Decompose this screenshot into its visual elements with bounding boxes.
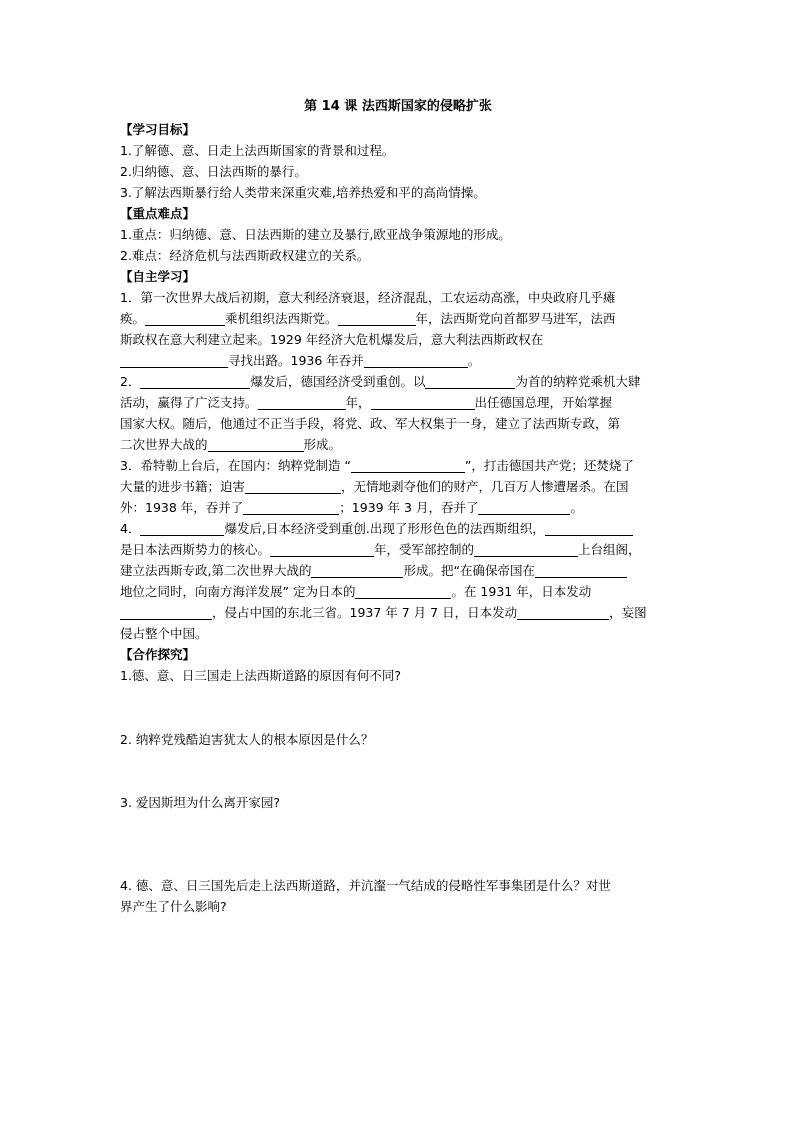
section-coop-heading: 【合作探究】 <box>120 647 196 662</box>
fill-blank[interactable] <box>140 521 224 536</box>
coop-question-3: 3. 爱因斯坦为什么离开家园? <box>120 795 281 810</box>
self-study-q1-line4: 寻找出路。1936 年吞并 。 <box>120 350 676 371</box>
fill-blank[interactable] <box>425 374 515 389</box>
self-study-q3-line3: 外：1938 年，吞并了 ；1939 年 3 月，吞并了 。 <box>120 500 583 515</box>
fill-blank[interactable] <box>478 500 570 515</box>
self-study-q4-line2: 是日本法西斯势力的核心。 年，受军部控制的 上台组阁， <box>120 542 641 557</box>
fill-blank[interactable] <box>364 353 468 368</box>
fill-blank[interactable] <box>120 353 228 368</box>
goal-item: 2.归纳德、意、日法西斯的暴行。 <box>120 164 307 179</box>
answer-space[interactable] <box>120 813 676 875</box>
coop-question-1: 1.德、意、日三国走上法西斯道路的原因有何不同? <box>120 668 402 683</box>
fill-blank[interactable] <box>120 605 212 620</box>
goal-item: 1.了解德、意、日走上法西斯国家的背景和过程。 <box>120 143 395 158</box>
self-study-q4-line3: 建立法西斯专政,第二次世界大战的 形成。把“在确保帝国在 <box>120 560 676 581</box>
answer-space[interactable] <box>120 750 676 792</box>
fill-blank[interactable] <box>311 563 403 578</box>
self-study-q1-line1: 1．第一次世界大战后初期，意大利经济衰退，经济混乱，工农运动高涨，中央政府几乎瘫 <box>120 290 616 305</box>
coop-question-4-line1: 4. 德、意、日三国先后走上法西斯道路，并沆瀣一气结成的侵略性军事集团是什么？对世 <box>120 878 611 893</box>
key-item: 1.重点：归纳德、意、日法西斯的建立及暴行,欧亚战争策源地的形成。 <box>120 227 511 242</box>
fill-blank[interactable] <box>371 395 475 410</box>
self-study-q4-line6: 侵占整个中国。 <box>120 626 208 641</box>
fill-blank[interactable] <box>355 584 451 599</box>
worksheet <box>120 97 676 917</box>
self-study-q4-line5: ，侵占中国的东北三省。1937 年 7 月 7 日，日本发动 ，妄图 <box>120 602 676 623</box>
lesson-title: 第 14 课 法西斯国家的侵略扩张 <box>304 99 492 114</box>
fill-blank[interactable] <box>208 437 304 452</box>
self-study-q2-line2: 活动，赢得了广泛支持。 年， 出任德国总理，开始掌握 <box>120 395 613 410</box>
coop-question-4-line2: 界产生了什么影响? <box>120 899 227 914</box>
fill-blank[interactable] <box>243 500 339 515</box>
self-study-q1-line3: 斯政权在意大利建立起来。1929 年经济大危机爆发后，意大利法西斯政权在 <box>120 332 544 347</box>
answer-space[interactable] <box>120 686 676 729</box>
coop-question-2: 2. 纳粹党残酷迫害犹太人的根本原因是什么？ <box>120 732 374 747</box>
self-study-q3-line2: 大量的进步书籍；迫害 ，无情地剥夺他们的财产，几百万人惨遭屠杀。在国 <box>120 479 629 494</box>
fill-blank[interactable] <box>474 542 578 557</box>
self-study-q2-line4: 二次世界大战的 形成。 <box>120 437 342 452</box>
fill-blank[interactable] <box>140 374 250 389</box>
fill-blank[interactable] <box>245 479 341 494</box>
self-study-q2-line1: 2． 爆发后，德国经济受到重创。以 为首的纳粹党乘机大肆 <box>120 374 641 389</box>
fill-blank[interactable] <box>145 311 225 326</box>
fill-blank[interactable] <box>270 542 374 557</box>
section-self-study-heading: 【自主学习】 <box>120 269 196 284</box>
section-goals-heading: 【学习目标】 <box>120 122 196 137</box>
key-item: 2.难点：经济危机与法西斯政权建立的关系。 <box>120 248 370 263</box>
fill-blank[interactable] <box>535 563 627 578</box>
self-study-q4-line4: 地位之同时，向南方海洋发展” 定为日本的 。在 1931 年，日本发动 <box>120 584 592 599</box>
fill-blank[interactable] <box>351 458 465 473</box>
fill-blank[interactable] <box>517 605 609 620</box>
fill-blank[interactable] <box>545 521 633 536</box>
fill-blank[interactable] <box>258 395 346 410</box>
section-key-heading: 【重点难点】 <box>120 206 196 221</box>
self-study-q3-line1: 3．希特勒上台后，在国内：纳粹党制造 “ ”，打击德国共产党；还焚烧了 <box>120 458 634 473</box>
fill-blank[interactable] <box>338 311 416 326</box>
self-study-q2-line3: 国家大权。随后，他通过不正当手段，将党、政、军大权集于一身，建立了法西斯专政，第 <box>120 416 621 431</box>
self-study-q1-line2: 痪。 乘机组织法西斯党。 年，法西斯党向首都罗马进军，法西 <box>120 311 616 326</box>
self-study-q4-line1: 4． 爆发后,日本经济受到重创.出现了形形色色的法西斯组织， <box>120 518 676 539</box>
goal-item: 3.了解法西斯暴行给人类带来深重灾难,培养热爱和平的高尚情操。 <box>120 185 486 200</box>
